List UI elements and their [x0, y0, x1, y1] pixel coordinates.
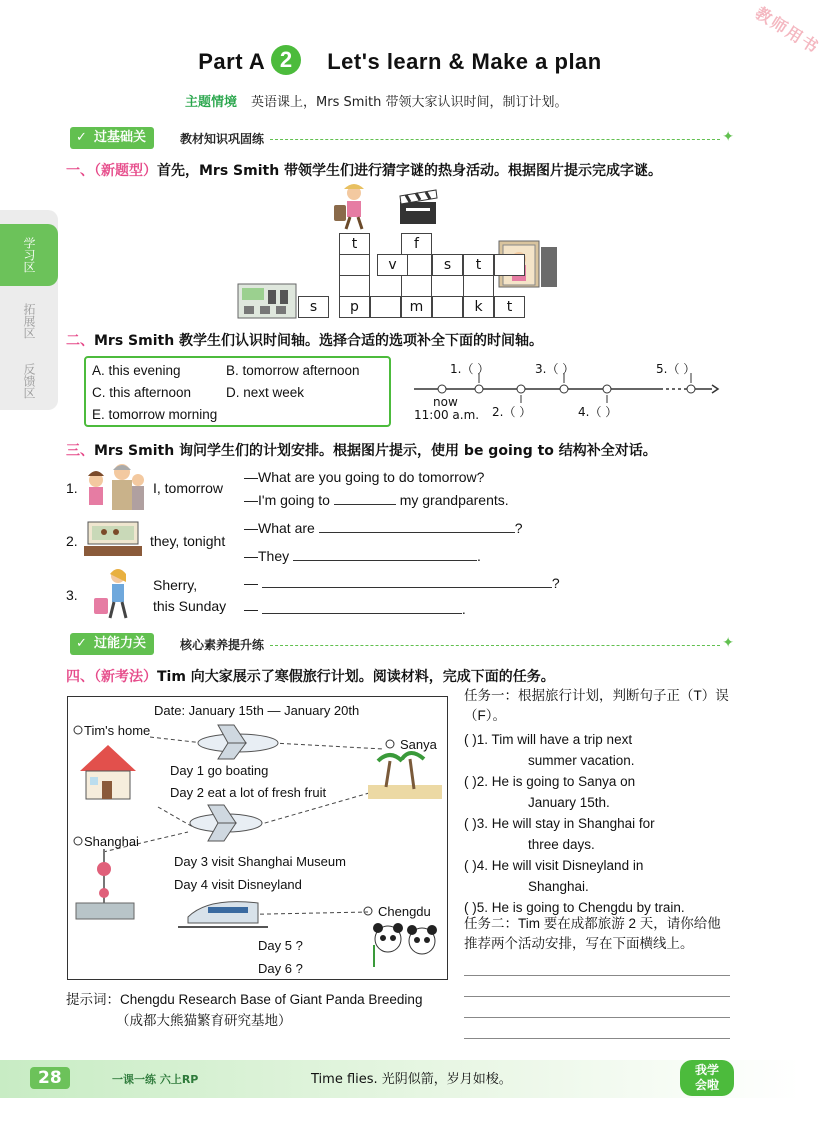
clapperboard-illustration — [396, 188, 440, 226]
option-a: A. this evening — [92, 363, 181, 378]
cue-3-time: this Sunday — [153, 598, 227, 614]
side-tab-learn[interactable]: 学习区 — [0, 224, 58, 286]
airplane-illustration — [198, 725, 278, 759]
classroom-illustration — [236, 278, 298, 320]
lesson-number-badge: 2 — [271, 45, 301, 75]
map-day-6: Day 6 ? — [258, 961, 303, 976]
map-day-3: Day 3 visit Shanghai Museum — [174, 854, 346, 869]
question-3-prompt: 三、Mrs Smith 询问学生们的计划安排。根据图片提示，使用 be going to 结构补全对话。 — [66, 443, 657, 459]
panda-illustration — [373, 923, 437, 967]
timeline-label-5[interactable]: 5.（ ） — [656, 362, 696, 376]
option-box — [84, 356, 391, 427]
timeline-time: 11:00 a.m. — [414, 408, 480, 422]
timeline-label-4[interactable]: 4.（ ） — [578, 405, 618, 419]
side-tab-extend[interactable]: 拓展区 — [22, 303, 36, 339]
section-banner-basic: ✓ 过基础关 教材知识巩固练 ✦ — [70, 127, 730, 149]
crossword-cell[interactable]: t — [463, 254, 494, 276]
answer-blank[interactable] — [319, 519, 515, 533]
crossword-cell[interactable]: m — [401, 296, 432, 318]
map-label-chengdu: Chengdu — [378, 904, 431, 919]
answer-blank[interactable] — [262, 574, 552, 588]
side-tabs — [0, 210, 58, 410]
question-1-prompt: 一、（新题型）首先，Mrs Smith 带领学生们进行猜字谜的热身活动。根据图片提示完成字谜。 — [66, 163, 663, 179]
dialog-2-answer: —They . — [244, 548, 481, 564]
option-c: C. this afternoon — [92, 385, 192, 400]
dialog-3-question: — ? — [244, 575, 560, 591]
question-2-prompt: 二、Mrs Smith 教学生们认识时间轴。选择合适的选项补全下面的时间轴。 — [66, 333, 544, 349]
crossword-cell[interactable]: t — [339, 233, 370, 255]
sherry-illustration — [88, 566, 140, 622]
train-illustration — [178, 902, 268, 927]
traveler-illustration — [330, 183, 376, 231]
option-b: B. tomorrow afternoon — [226, 363, 360, 378]
hint-words-cn: （成都大熊猫繁育研究基地） — [116, 1013, 292, 1028]
crossword-cell[interactable]: v — [377, 254, 408, 276]
footer-brand: 一课一练 六上RP — [112, 1073, 199, 1086]
task-2-prompt: 任务二：Tim 要在成都旅游 2 天，请你给他推荐两个活动安排，写在下面横线上。 — [464, 916, 721, 951]
page-title: Part A 2 Let's learn & Make a plan — [198, 47, 602, 74]
answer-line[interactable] — [464, 996, 730, 997]
oriental-pearl-tower-illustration — [76, 849, 134, 919]
dialog-1-answer: —I'm going to my grandparents. — [244, 492, 509, 508]
crossword-cell[interactable]: f — [401, 233, 432, 255]
map-day-2: Day 2 eat a lot of fresh fruit — [170, 785, 327, 800]
timeline-now: now — [433, 395, 458, 409]
crossword-cell[interactable]: p — [339, 296, 370, 318]
crossword-cell[interactable]: t — [494, 296, 525, 318]
option-d: D. next week — [226, 385, 305, 400]
answer-line[interactable] — [464, 1038, 730, 1039]
airplane-illustration — [190, 805, 262, 841]
crossword-cell[interactable]: s — [432, 254, 463, 276]
crossword-cell[interactable] — [432, 296, 463, 318]
cue-2: they, tonight — [150, 533, 226, 549]
crossword-cell[interactable] — [401, 275, 432, 297]
tf-statement[interactable]: ( )1. Tim will have a trip next summer vacation. — [464, 732, 635, 768]
crossword-cell[interactable] — [463, 275, 494, 297]
crossword-cell[interactable] — [339, 275, 370, 297]
beach-illustration — [368, 753, 442, 799]
map-day-5: Day 5 ? — [258, 938, 303, 953]
item-number: 2. — [66, 533, 78, 549]
crossword-cell[interactable] — [339, 254, 370, 276]
answer-line[interactable] — [464, 1017, 730, 1018]
dialog-2-question: —What are ? — [244, 520, 523, 536]
task-1-prompt: 任务一：根据旅行计划，判断句子正（T）误（F）。 — [464, 688, 729, 723]
question-4-prompt: 四、（新考法）Tim 向大家展示了寒假旅行计划。阅读材料，完成下面的任务。 — [66, 669, 555, 685]
footer-motto: Time flies. 光阴似箭，岁月如梭。 — [311, 1072, 512, 1087]
answer-blank[interactable] — [334, 491, 396, 505]
crossword-cell[interactable]: s — [298, 296, 329, 318]
tf-statements — [464, 729, 732, 918]
dialog-3-answer: — . — [244, 601, 466, 617]
dialog-1-question: —What are you going to do tomorrow? — [244, 469, 485, 485]
item-number: 1. — [66, 480, 78, 496]
answer-blank[interactable] — [293, 547, 477, 561]
cue-1: I, tomorrow — [153, 480, 224, 496]
footer-logo: 我学 会啦 — [680, 1060, 734, 1096]
section-banner-ability: ✓ 过能力关 核心素养提升练 ✦ — [70, 633, 730, 655]
tf-statement[interactable]: ( )2. He is going to Sanya on January 15th. — [464, 774, 636, 810]
crossword-cell[interactable]: k — [463, 296, 494, 318]
tf-statement[interactable]: ( )5. He is going to Chengdu by train. — [464, 900, 685, 915]
tf-statement[interactable]: ( )4. He will visit Disneyland in Shanghai. — [464, 858, 644, 894]
crossword-cell[interactable] — [370, 296, 401, 318]
map-label-shanghai: Shanghai — [84, 834, 139, 849]
timeline-label-2[interactable]: 2.（ ） — [492, 405, 532, 419]
hint-words: 提示词：Chengdu Research Base of Giant Panda Breeding — [66, 992, 423, 1007]
item-number: 3. — [66, 587, 78, 603]
crossword-cell[interactable] — [494, 254, 525, 276]
house-illustration — [80, 745, 136, 799]
grandparents-illustration — [82, 462, 148, 514]
teacher-edition-stamp: 教师用书 — [751, 3, 824, 58]
tv-illustration — [82, 518, 144, 558]
map-date: Date: January 15th — January 20th — [154, 703, 360, 718]
option-e: E. tomorrow morning — [92, 407, 218, 422]
map-label-home: Tim's home — [84, 723, 151, 738]
answer-blank[interactable] — [262, 600, 462, 614]
timeline-label-3[interactable]: 3.（ ） — [535, 362, 575, 376]
theme-scene: 主题情境 英语课上，Mrs Smith 带领大家认识时间，制订计划。 — [185, 95, 568, 110]
cue-3-name: Sherry, — [153, 577, 198, 593]
timeline-label-1[interactable]: 1.（ ） — [450, 362, 490, 376]
map-day-4: Day 4 visit Disneyland — [174, 877, 302, 892]
answer-line[interactable] — [464, 975, 730, 976]
tf-statement[interactable]: ( )3. He will stay in Shanghai for three days. — [464, 816, 655, 852]
map-label-sanya: Sanya — [400, 737, 437, 752]
side-tab-feedback[interactable]: 反馈区 — [22, 363, 36, 399]
travel-plan-map — [67, 696, 448, 980]
page-number: 28 — [30, 1067, 70, 1089]
map-day-1: Day 1 go boating — [170, 763, 269, 778]
